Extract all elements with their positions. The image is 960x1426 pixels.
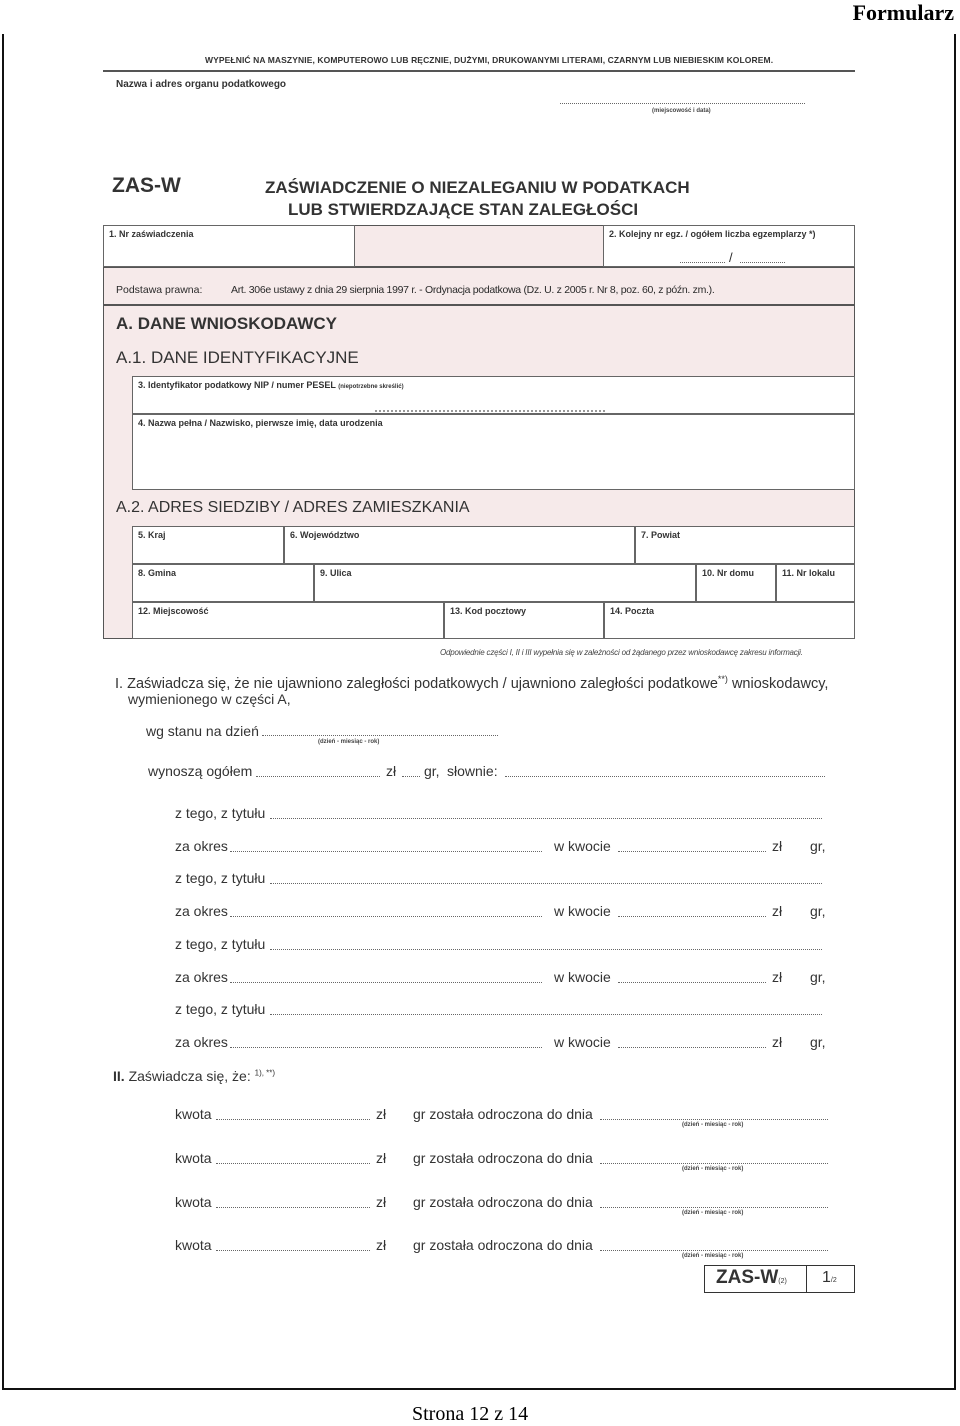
footer-page-number [822, 1269, 837, 1287]
amount-zl-1: zł [772, 838, 783, 854]
field-nip-pesel[interactable] [132, 376, 855, 414]
kwota-dots-3 [216, 1207, 370, 1208]
section-a2-heading: A.2. ADRES SIEDZIBY / ADRES ZAMIESZKANIA [116, 499, 470, 516]
amount-label-2: w kwocie [554, 903, 611, 919]
period-label-4: za okres [175, 1034, 228, 1050]
field3-label [138, 380, 404, 390]
total-gr: gr, [424, 763, 440, 779]
form-instruction: WYPEŁNIĆ NA MASZYNIE, KOMPUTEROWO LUB RĘCZNIE, DUŻYMI, DRUKOWANYMI LITERAMI, CZARNYM LUB NIEBIESKIM KOLOREM. [205, 55, 774, 65]
as-of-hint: (dzień - miesiąc - rok) [318, 739, 380, 745]
field-certificate-number[interactable] [103, 225, 355, 267]
footer-code-text: ZAS-W [716, 1267, 779, 1288]
copy-dots-right [740, 262, 785, 263]
field-street[interactable] [314, 564, 696, 602]
amount-gr-4: gr, [810, 1034, 826, 1050]
part-i-sup: **) [717, 674, 728, 684]
field-district[interactable] [635, 526, 855, 564]
amount-zl-2: zł [772, 903, 783, 919]
amount-gr-2: gr, [810, 903, 826, 919]
deferred-label-2: gr została odroczona do dnia [413, 1150, 593, 1166]
total-zl: zł [386, 763, 397, 779]
field-commune[interactable] [132, 564, 314, 602]
field11-label: 11. Nr lokalu [782, 568, 836, 578]
kwota-zl-2: zł [376, 1150, 387, 1166]
field-name[interactable] [132, 414, 855, 490]
period-label-3: za okres [175, 969, 228, 985]
field3-text: 3. Identyfikator podatkowy NIP / numer PESEL [138, 380, 336, 390]
words-label: słownie: [447, 763, 498, 779]
field1-label: 1. Nr zaświadczenia [109, 229, 194, 239]
kwota-dots-2 [216, 1163, 370, 1164]
section-a1-heading: A.1. DANE IDENTYFIKACYJNE [116, 348, 359, 367]
field8-label: 8. Gmina [138, 568, 177, 578]
period-label-2: za okres [175, 903, 228, 919]
place-date-line [560, 103, 805, 104]
deferred-hint-4: (dzień - miesiąc - rok) [682, 1253, 744, 1259]
legal-basis-label: Podstawa prawna: [116, 284, 203, 296]
kwota-zl-3: zł [376, 1194, 387, 1210]
kwota-label-3: kwota [175, 1194, 212, 1210]
field12-label: 12. Miejscowość [138, 606, 209, 616]
footer-code-sub: (2) [778, 1278, 787, 1285]
amount-zl-3: zł [772, 969, 783, 985]
field-voivodeship[interactable] [284, 526, 635, 564]
period-dots-2 [230, 916, 542, 917]
deferred-label-3: gr została odroczona do dnia [413, 1194, 593, 1210]
deferred-dots-1 [600, 1119, 828, 1120]
as-of-dots [262, 735, 498, 736]
of-which-dots-2 [270, 883, 822, 884]
field14-label: 14. Poczta [610, 606, 655, 616]
of-which-label-2: z tego, z tytułu [175, 870, 266, 886]
of-which-dots-1 [270, 818, 822, 819]
kwota-dots-4 [216, 1250, 370, 1251]
amount-label-4: w kwocie [554, 1034, 611, 1050]
field-post-office[interactable] [604, 602, 855, 639]
as-of-label: wg stanu na dzień [146, 723, 259, 739]
part-i-number: I. [115, 675, 124, 692]
part-i-line2: wymienionego w części A, [128, 691, 291, 707]
part-i-text-b: wnioskodawcy, [731, 675, 829, 692]
period-dots-1 [230, 851, 542, 852]
field9-label: 9. Ulica [320, 568, 352, 578]
kwota-label-4: kwota [175, 1237, 212, 1253]
kwota-zl-1: zł [376, 1106, 387, 1122]
field-house-number[interactable] [696, 564, 776, 602]
footer-page-text: 1 [822, 1269, 831, 1286]
kwota-label-2: kwota [175, 1150, 212, 1166]
amount-label-1: w kwocie [554, 838, 611, 854]
footer-code-divider [806, 1265, 807, 1293]
period-dots-4 [230, 1047, 542, 1048]
total-label: wynoszą ogółem [148, 763, 253, 779]
of-which-label-1: z tego, z tytułu [175, 805, 266, 821]
deferred-hint-2: (dzień - miesiąc - rok) [682, 1166, 744, 1172]
part-ii-sup: 1), **) [254, 1068, 276, 1078]
amount-dots-1 [618, 851, 766, 852]
amount-dots-4 [618, 1047, 766, 1048]
field2-label: 2. Kolejny nr egz. / ogółem liczba egzemplarzy *) [609, 229, 816, 239]
period-dots-3 [230, 982, 542, 983]
of-which-dots-4 [270, 1014, 822, 1015]
field-postal-code[interactable] [444, 602, 604, 639]
form-code: ZAS-W [112, 174, 181, 197]
amount-zl-4: zł [772, 1034, 783, 1050]
kwota-zl-4: zł [376, 1237, 387, 1253]
form-title-line1: ZAŚWIADCZENIE O NIEZALEGANIU W PODATKACH [265, 178, 690, 197]
amount-dots-2 [618, 916, 766, 917]
part-ii-number: II. [113, 1068, 125, 1084]
total-gr-dots [402, 776, 420, 777]
field-apartment-number[interactable] [776, 564, 855, 602]
part-i-text: Zaświadcza się, że nie ujawniono zaległości podatkowych / ujawniono zaległości podatkowe [127, 675, 718, 692]
deferred-label-1: gr została odroczona do dnia [413, 1106, 593, 1122]
of-which-label-4: z tego, z tytułu [175, 1001, 266, 1017]
field10-label: 10. Nr domu [702, 568, 755, 578]
deferred-hint-1: (dzień - miesiąc - rok) [682, 1122, 744, 1128]
field-city[interactable] [132, 602, 444, 639]
field5-label: 5. Kraj [138, 530, 166, 540]
organ-label: Nazwa i adres organu podatkowego [116, 79, 287, 90]
form-title-line2: LUB STWIERDZAJĄCE STAN ZALEGŁOŚCI [288, 200, 639, 219]
field4-label: 4. Nazwa pełna / Nazwisko, pierwsze imię, data urodzenia [138, 418, 383, 428]
field-country[interactable] [132, 526, 284, 564]
place-date-label: (miejscowość i data) [652, 108, 711, 114]
of-which-label-3: z tego, z tytułu [175, 936, 266, 952]
part-i-line1 [115, 674, 828, 692]
kwota-dots-1 [216, 1119, 370, 1120]
legal-basis-text: Art. 306e ustawy z dnia 29 sierpnia 1997 r. - Ordynacja podatkowa (Dz. U. z 2005 r. Nr 8, poz. 60, z późn. zm.). [231, 284, 715, 296]
parts-note: Odpowiednie części I, II i III wypełnia się w zależności od żądanego przez wnioskodawcę zakresu informacji. [440, 648, 803, 657]
part-ii-heading [113, 1068, 275, 1084]
field6-label: 6. Województwo [290, 530, 360, 540]
amount-label-3: w kwocie [554, 969, 611, 985]
nip-dots [375, 410, 605, 412]
copy-slash: / [729, 250, 733, 265]
footer-code [716, 1267, 787, 1289]
words-dots [505, 776, 825, 777]
kwota-label-1: kwota [175, 1106, 212, 1122]
deferred-hint-3: (dzień - miesiąc - rok) [682, 1210, 744, 1216]
amount-gr-3: gr, [810, 969, 826, 985]
of-which-dots-3 [270, 949, 822, 950]
page-header-title: Formularz [852, 0, 954, 25]
total-dots [256, 776, 380, 777]
field3-note: (niepotrzebne skreślić) [338, 384, 404, 390]
field7-label: 7. Powiat [641, 530, 681, 540]
period-label-1: za okres [175, 838, 228, 854]
deferred-dots-4 [600, 1250, 828, 1251]
copy-dots-left [680, 262, 725, 263]
part-ii-text: Zaświadcza się, że: [128, 1068, 251, 1084]
deferred-dots-2 [600, 1163, 828, 1164]
amount-dots-3 [618, 982, 766, 983]
amount-gr-1: gr, [810, 838, 826, 854]
section-a-heading: A. DANE WNIOSKODAWCY [116, 314, 337, 333]
instruction-rule [103, 70, 855, 72]
deferred-label-4: gr została odroczona do dnia [413, 1237, 593, 1253]
deferred-dots-3 [600, 1207, 828, 1208]
page-footer: Strona 12 z 14 [412, 1403, 529, 1425]
footer-page-sub: /2 [830, 1277, 837, 1284]
field13-label: 13. Kod pocztowy [450, 606, 527, 616]
